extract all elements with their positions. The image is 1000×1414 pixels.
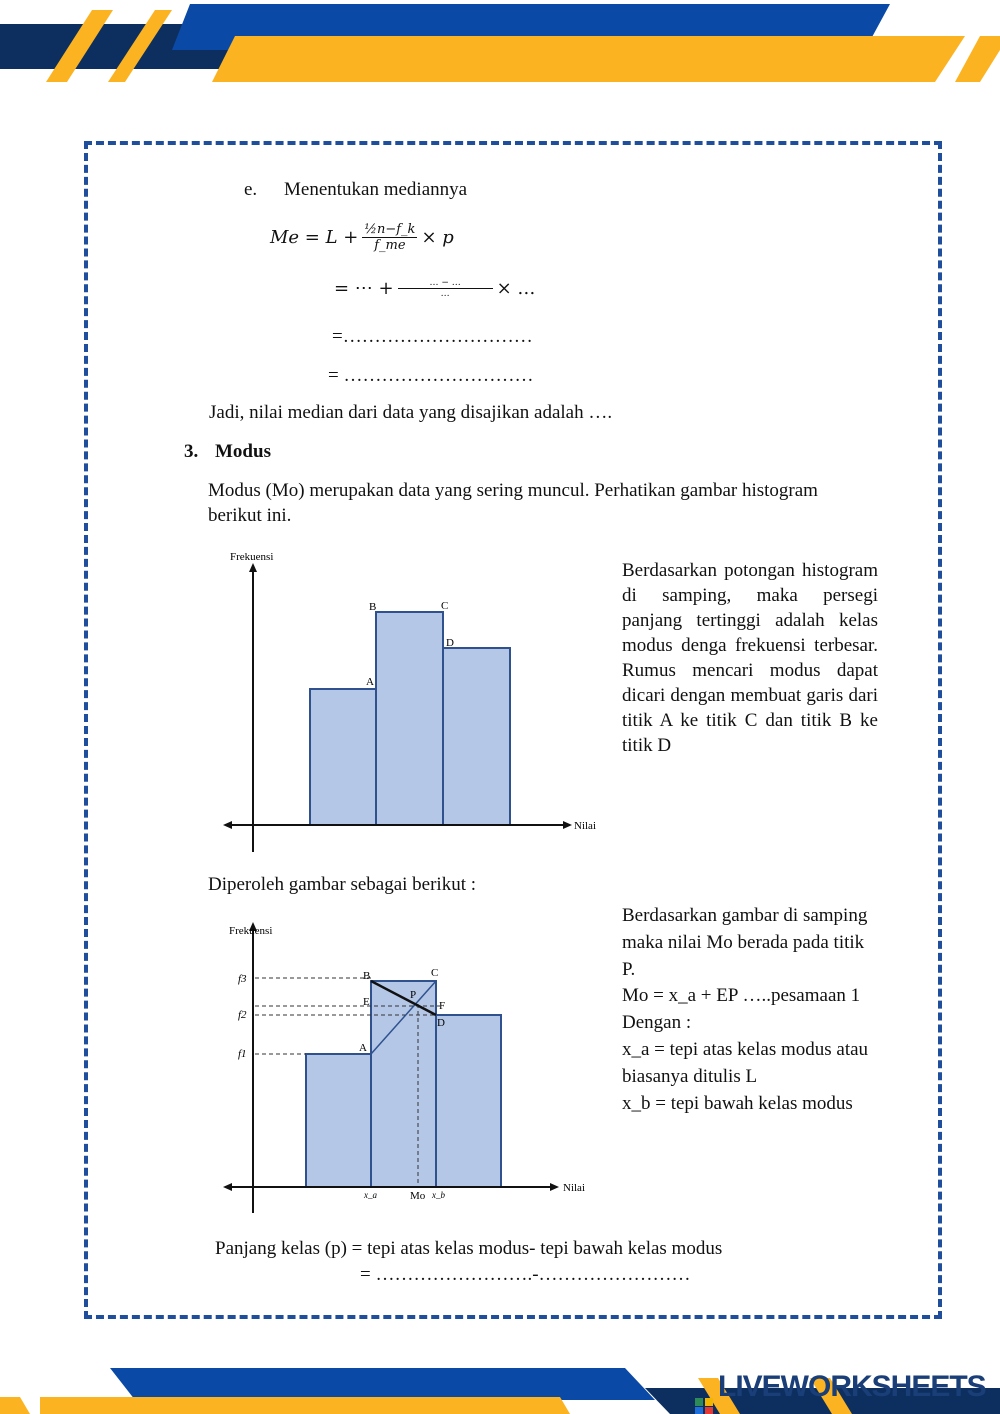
diagram-shape bbox=[705, 1407, 713, 1414]
panjang-kelas: Panjang kelas (p) = tepi atas kelas modus- tepi bawah kelas modus bbox=[215, 1238, 723, 1259]
diagram-shape bbox=[110, 1368, 655, 1400]
y-label: Frekuensi bbox=[229, 925, 273, 937]
mo-description bbox=[622, 903, 880, 1117]
bar-2 bbox=[371, 981, 436, 1187]
formula-numerator: ½n−f_k bbox=[364, 222, 416, 237]
mo-desc-line: Berdasarkan gambar di samping maka nilai Mo berada pada titik P. bbox=[622, 905, 868, 980]
formula-denominator: f_me bbox=[374, 238, 406, 253]
step-eq: = ⋯ + bbox=[334, 278, 394, 299]
formula-lhs: Me = L + bbox=[270, 227, 359, 248]
tick-f1: f1 bbox=[238, 1048, 247, 1060]
formula-tail: × p bbox=[421, 227, 454, 248]
y-label: Frekuensi bbox=[230, 551, 274, 563]
point-b: B bbox=[363, 970, 371, 982]
item-marker: e. bbox=[244, 179, 258, 200]
bar-1 bbox=[306, 1054, 371, 1187]
median-step-2: =………………………… bbox=[332, 326, 533, 347]
diagram-shape bbox=[695, 1407, 703, 1414]
median-conclusion: Jadi, nilai median dari data yang disajikan adalah …. bbox=[209, 402, 613, 423]
tick-mo: Mo bbox=[410, 1190, 426, 1202]
bar-3 bbox=[436, 1015, 501, 1187]
point-d: D bbox=[446, 637, 454, 649]
mo-equation: Mo = x_a + EP …..pesamaan 1 bbox=[622, 985, 861, 1007]
xb-definition: x_b = tepi bawah kelas modus bbox=[622, 1092, 853, 1114]
point-p: P bbox=[410, 989, 417, 1001]
point-d: D bbox=[437, 1017, 445, 1029]
section-number: 3. bbox=[184, 441, 199, 462]
diagram-shape bbox=[705, 1398, 713, 1406]
tick-f2: f2 bbox=[238, 1009, 247, 1021]
x-label: Nilai bbox=[574, 820, 596, 832]
modus-intro: Modus (Mo) merupakan data yang sering muncul. Perhatikan gambar histogram berikut ini. bbox=[208, 480, 818, 526]
tick-f3: f3 bbox=[238, 973, 247, 985]
median-step-3: = ………………………… bbox=[328, 365, 534, 386]
point-c: C bbox=[441, 600, 449, 612]
section-title: Modus bbox=[215, 441, 271, 462]
diagram-shape bbox=[550, 1183, 559, 1191]
x-label: Nilai bbox=[563, 1182, 585, 1194]
step-numerator: … − … bbox=[398, 278, 493, 289]
step-tail: × … bbox=[496, 278, 536, 299]
point-a: A bbox=[366, 676, 374, 688]
point-e: E bbox=[363, 996, 370, 1008]
diagram-shape bbox=[306, 981, 501, 1187]
point-a: A bbox=[359, 1042, 367, 1054]
step-denominator: … bbox=[440, 289, 450, 299]
liveworksheets-logo: LIVEWORKSHEETS bbox=[718, 1370, 986, 1403]
modus-description: Berdasarkan potongan histogram di samping, maka persegi panjang tertinggi adalah kelas modus denga frekuensi terbesar. Rumus mencari modus dapat dicari dengan membuat garis dari titik A ke titik C dan titik B ke titik D bbox=[622, 560, 878, 756]
tick-xa: x_a bbox=[364, 1190, 377, 1200]
point-b: B bbox=[369, 601, 377, 613]
mo-desc-line: Dengan : bbox=[622, 1012, 692, 1034]
xa-definition: x_a = tepi atas kelas modus atau biasanya ditulis L bbox=[622, 1038, 869, 1087]
caption-2: Diperoleh gambar sebagai berikut : bbox=[208, 874, 477, 895]
point-c: C bbox=[431, 967, 439, 979]
tick-xb: x_b bbox=[432, 1190, 445, 1200]
diagram-shape bbox=[40, 1397, 570, 1414]
panjang-kelas-fill: = …………………….-…………………… bbox=[360, 1264, 691, 1285]
diagram-shape bbox=[223, 1183, 232, 1191]
diagram-shape bbox=[695, 1398, 703, 1406]
item-title: Menentukan mediannya bbox=[284, 179, 468, 200]
point-f: F bbox=[439, 1000, 446, 1012]
diagram-shape bbox=[0, 1397, 30, 1414]
